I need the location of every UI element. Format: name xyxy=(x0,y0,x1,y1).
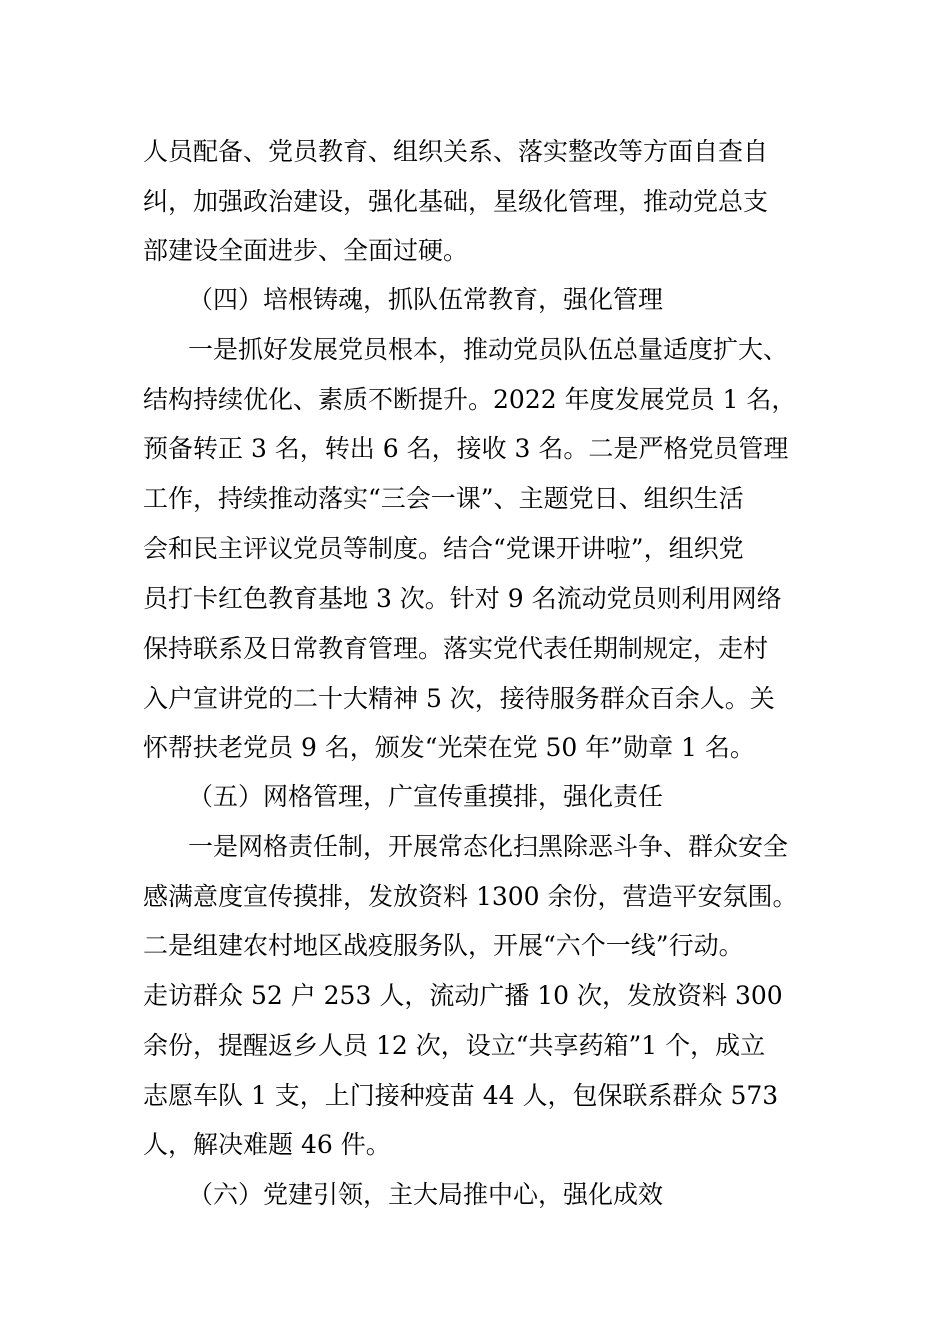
section-heading: （五）网格管理，广宣传重摸排，强化责任 xyxy=(188,782,664,811)
text-line: 工作，持续推动落实“三会一课”、主题党日、组织生活 xyxy=(143,484,744,513)
text-line: 人员配备、党员教育、组织关系、落实整改等方面自查自 xyxy=(143,137,769,166)
text-line: 感满意度宣传摸排，发放资料 1300 余份，营造平安氛围。 xyxy=(143,882,798,911)
text-line: 纠，加强政治建设，强化基础，星级化管理，推动党总支 xyxy=(143,187,769,216)
text-line: 员打卡红色教育基地 3 次。针对 9 名流动党员则利用网络 xyxy=(143,584,782,613)
section-heading: （六）党建引领，主大局推中心，强化成效 xyxy=(188,1180,664,1209)
text-line: 一是抓好发展党员根本，推动党员队伍总量适度扩大、 xyxy=(188,335,789,364)
section-heading: （四）培根铸魂，抓队伍常教育，强化管理 xyxy=(188,285,664,314)
text-line: 预备转正 3 名，转出 6 名，接收 3 名。二是严格党员管理 xyxy=(143,434,789,463)
text-line: 保持联系及日常教育管理。落实党代表任期制规定，走村 xyxy=(143,634,769,663)
text-line: 会和民主评议党员等制度。结合“党课开讲啦”，组织党 xyxy=(143,534,744,563)
text-line: 部建设全面进步、全面过硬。 xyxy=(143,236,469,265)
text-line: 二是组建农村地区战疫服务队，开展“六个一线”行动。 xyxy=(143,931,744,960)
text-line: 志愿车队 1 支，上门接种疫苗 44 人，包保联系群众 573 xyxy=(143,1081,779,1110)
text-line: 怀帮扶老党员 9 名，颁发“光荣在党 50 年”勋章 1 名。 xyxy=(143,733,755,762)
text-line: 一是网格责任制，开展常态化扫黑除恶斗争、群众安全 xyxy=(188,832,789,861)
text-line: 结构持续优化、素质不断提升。2022 年度发展党员 1 名， xyxy=(143,385,797,414)
text-line: 人，解决难题 46 件。 xyxy=(143,1130,391,1159)
text-line: 入户宣讲党的二十大精神 5 次，接待服务群众百余人。关 xyxy=(143,684,775,713)
text-line: 走访群众 52 户 253 人，流动广播 10 次，发放资料 300 xyxy=(143,981,783,1010)
text-line: 余份，提醒返乡人员 12 次，设立“共享药箱”1 个，成立 xyxy=(143,1031,766,1060)
